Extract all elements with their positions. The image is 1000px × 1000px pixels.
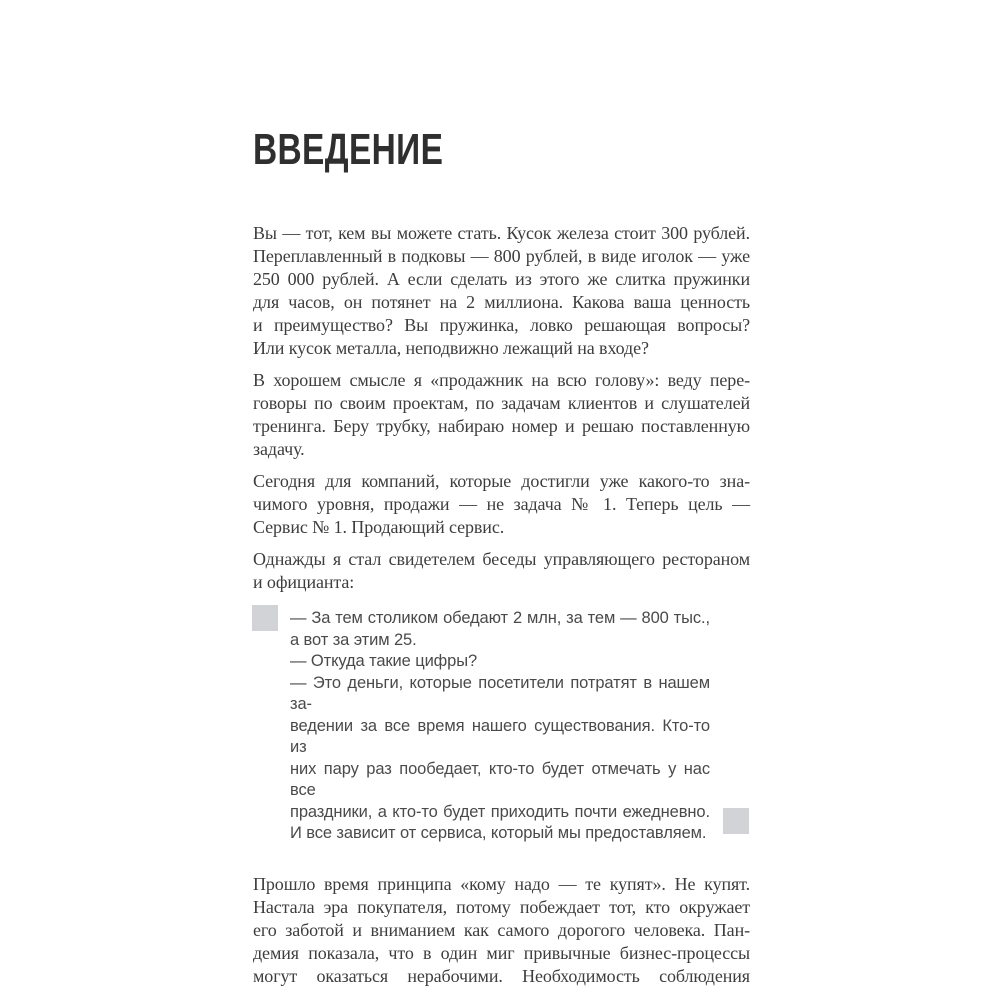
text-line: Сегодня для компаний, которые достигли уже какого-то зна-	[253, 471, 750, 491]
text-line: Переплавленный в подковы — 800 рублей, в виде иголок — уже	[253, 246, 750, 266]
text-line: — Откуда такие цифры?	[290, 652, 478, 670]
text-line: Прошло время принципа «кому надо — те купят». Не купят.	[253, 873, 750, 894]
text-line: тренинга. Беру трубку, набираю номер и решаю поставленную	[253, 416, 750, 436]
paragraph	[253, 369, 750, 461]
page-title: ВВЕДЕНИЕ	[253, 125, 444, 174]
text-line: могут оказаться нерабочими. Необходимость соблюдения	[253, 965, 750, 986]
text-line: говоры по своим проектам, по задачам клиентов и слушателей	[253, 393, 750, 413]
text-line: И все зависит от сервиса, который мы предоставляем.	[290, 824, 707, 842]
text-line: Настала эра покупателя, потому побеждает тот, кто окружает	[253, 896, 750, 917]
text-line: Однажды я стал свидетелем беседы управляющего рестораном	[253, 549, 750, 569]
text-line: Сервис № 1. Продающий сервис.	[253, 517, 505, 537]
text-line: а вот за этим 25.	[290, 630, 417, 649]
text-line: и преимущество? Вы пружинка, ловко решающая вопросы?	[253, 315, 750, 335]
text-line: Вы — тот, кем вы можете стать. Кусок железа стоит 300 рублей.	[253, 223, 750, 243]
dialogue-block	[290, 608, 710, 845]
paragraph	[253, 222, 750, 360]
text-line: 250 000 рублей. А если сделать из этого же слитка пружинки	[253, 269, 750, 289]
text-line: них пару раз пообедает, кто-то будет отмечать у нас все	[290, 759, 710, 799]
text-line: чимого уровня, продажи — не задача № 1. Теперь цель —	[253, 494, 750, 514]
text-line: задачу.	[253, 439, 305, 459]
paragraph	[253, 873, 750, 988]
paragraph	[253, 470, 750, 539]
text-line: — За тем столиком обедают 2 млн, за тем — 800 тыс.,	[290, 609, 710, 627]
text-line: и официанта:	[253, 572, 355, 592]
quote-start-marker	[252, 605, 278, 631]
text-line: Или кусок металла, неподвижно лежащий на входе?	[253, 338, 649, 358]
text-line: для часов, он потянет на 2 миллиона. Какова ваша ценность	[253, 292, 750, 312]
text-line: демия показала, что в один миг привычные бизнес-процессы	[253, 942, 750, 963]
paragraphs-container	[253, 222, 750, 988]
paragraph	[253, 548, 750, 594]
page-content	[253, 125, 750, 997]
text-line: праздники, а кто-то будет приходить почти ежедневно.	[290, 802, 710, 821]
text-line: — Это деньги, которые посетители потратят в нашем за-	[290, 673, 710, 713]
quote-end-marker	[723, 808, 749, 834]
text-line: ведении за все время нашего существования. Кто-то из	[290, 716, 710, 756]
text-line: В хорошем смысле я «продажник на всю голову»: веду пере-	[253, 370, 750, 390]
text-line: его заботой и вниманием как самого дорогого человека. Пан-	[253, 919, 750, 940]
